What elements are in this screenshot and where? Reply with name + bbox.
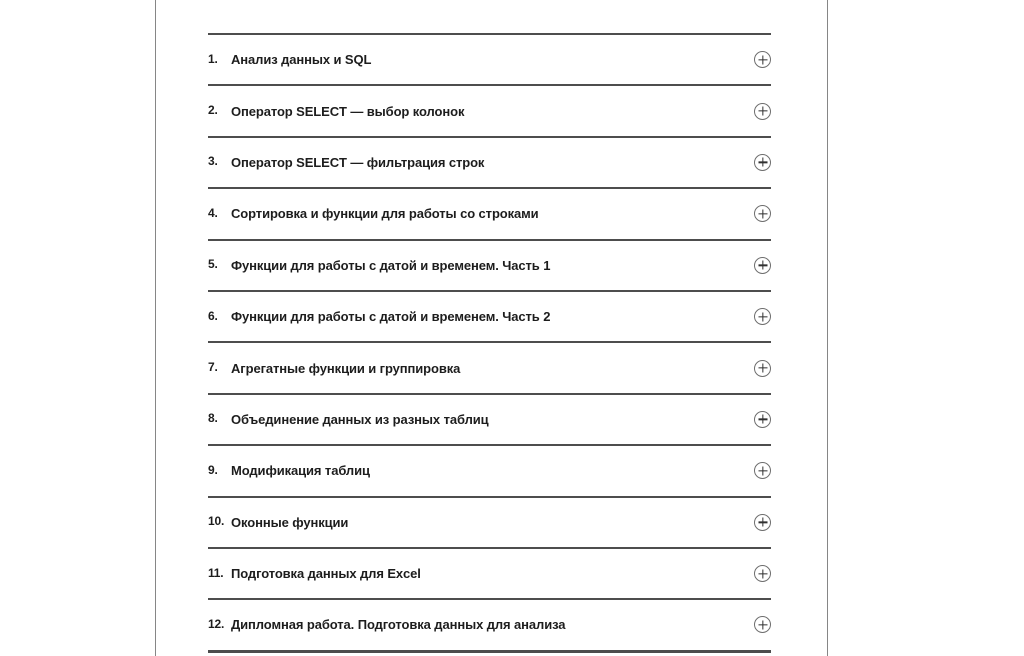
item-title: Функции для работы с датой и временем. Часть 2: [231, 309, 551, 325]
item-number: 12.: [208, 616, 225, 631]
item-number: 3.: [208, 154, 218, 169]
accordion-item-9[interactable]: [208, 444, 771, 495]
item-title: Агрегатные функции и группировка: [231, 360, 461, 376]
page-left-edge: [155, 0, 156, 656]
accordion-item-1[interactable]: [208, 33, 771, 84]
accordion-item-6[interactable]: [208, 290, 771, 341]
plus-icon[interactable]: [754, 205, 771, 222]
item-title: Оператор SELECT — выбор колонок: [231, 103, 465, 119]
item-number: 10.: [208, 514, 225, 529]
item-title: Анализ данных и SQL: [231, 52, 372, 68]
item-number: 8.: [208, 411, 218, 426]
plus-icon[interactable]: [754, 308, 771, 325]
item-title: Сортировка и функции для работы со строками: [231, 206, 539, 222]
page-right-edge: [827, 0, 828, 656]
item-title: Подготовка данных для Excel: [231, 566, 421, 582]
plus-icon[interactable]: [754, 154, 771, 171]
item-number: 9.: [208, 462, 218, 477]
item-title: Функции для работы с датой и временем. Часть 1: [231, 257, 551, 273]
plus-icon[interactable]: [754, 462, 771, 479]
accordion-item-12[interactable]: [208, 598, 771, 649]
item-number: 7.: [208, 360, 218, 375]
plus-icon[interactable]: [754, 360, 771, 377]
accordion-item-3[interactable]: [208, 136, 771, 187]
plus-icon[interactable]: [754, 51, 771, 68]
accordion-item-7[interactable]: [208, 341, 771, 392]
item-number: 2.: [208, 103, 218, 118]
item-number: 4.: [208, 205, 218, 220]
course-program-accordion: [208, 33, 771, 653]
item-number: 1.: [208, 51, 218, 66]
accordion-item-2[interactable]: [208, 84, 771, 135]
item-title: Модификация таблиц: [231, 463, 370, 479]
item-title: Оконные функции: [231, 514, 349, 530]
plus-icon[interactable]: [754, 514, 771, 531]
plus-icon[interactable]: [754, 257, 771, 274]
plus-icon[interactable]: [754, 565, 771, 582]
item-title: Оператор SELECT — фильтрация строк: [231, 154, 485, 170]
accordion-item-4[interactable]: [208, 187, 771, 238]
item-title: Дипломная работа. Подготовка данных для анализа: [231, 617, 566, 633]
plus-icon[interactable]: [754, 103, 771, 120]
plus-icon[interactable]: [754, 411, 771, 428]
accordion-item-11[interactable]: [208, 547, 771, 598]
plus-icon[interactable]: [754, 616, 771, 633]
accordion-item-5[interactable]: [208, 239, 771, 290]
accordion-item-10[interactable]: [208, 496, 771, 547]
item-number: 6.: [208, 308, 218, 323]
item-number: 11.: [208, 565, 224, 580]
accordion-item-8[interactable]: [208, 393, 771, 444]
item-number: 5.: [208, 257, 218, 272]
item-title: Объединение данных из разных таблиц: [231, 411, 489, 427]
